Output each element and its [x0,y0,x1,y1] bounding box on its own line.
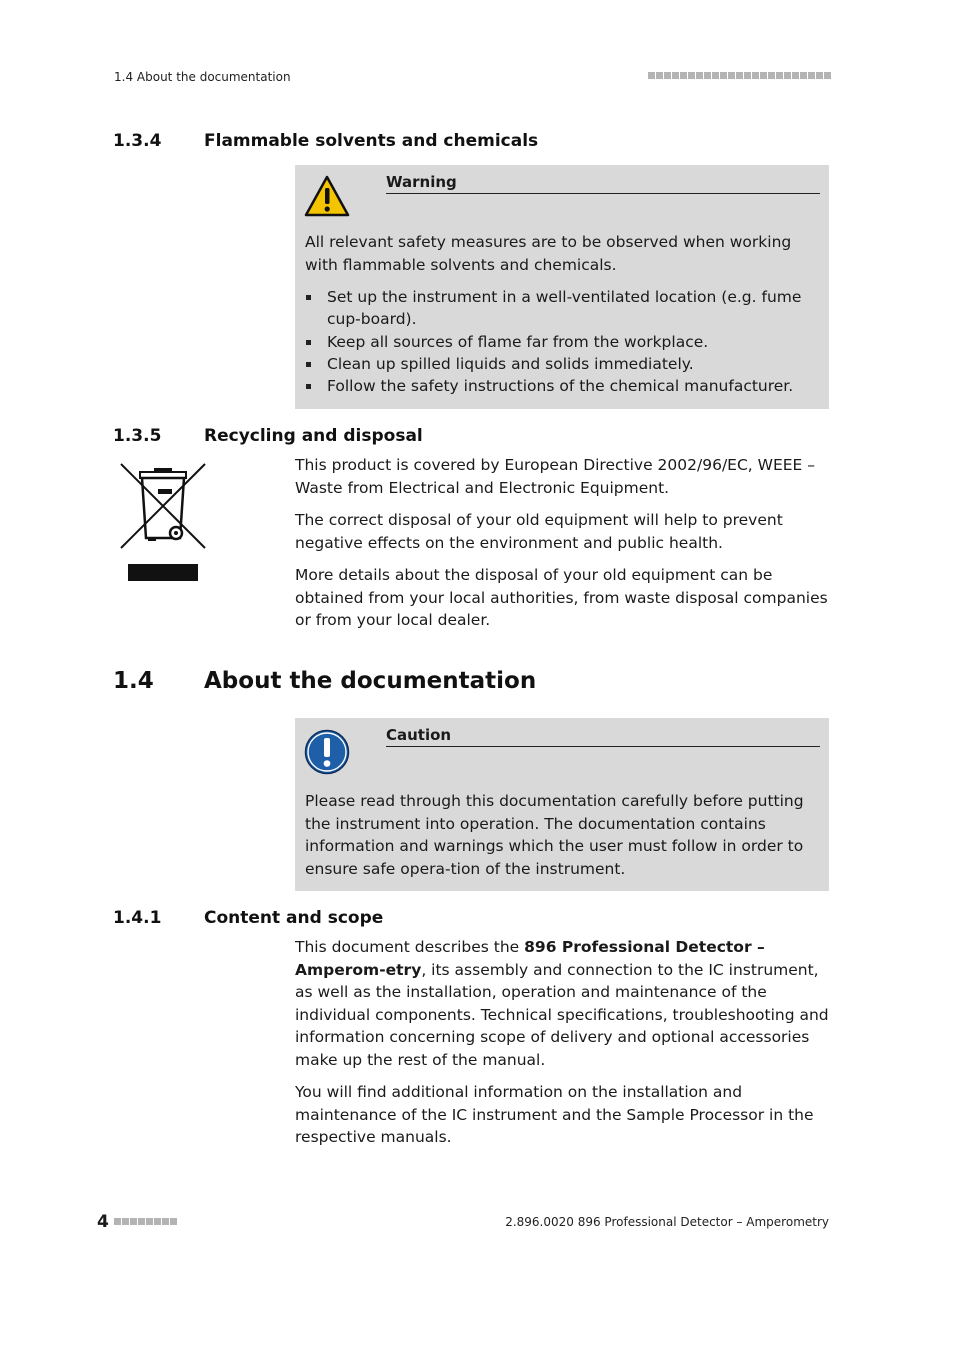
section-title: Recycling and disposal [204,426,423,446]
section-title: Flammable solvents and chemicals [204,131,539,151]
footer-doc-title: 2.896.0020 896 Professional Detector – Amperometry [505,1215,829,1229]
page-number: 4 [97,1212,109,1232]
paragraph: This product is covered by European Directive 2002/96/EC, WEEE – Waste from Electrical and Electronic Equipment. [295,456,816,497]
caution-exclamation-icon [304,729,350,775]
section-number: 1.4 [113,668,154,694]
list-item: Clean up spilled liquids and solids immediately. [305,353,819,375]
footer-decoration [114,1218,177,1225]
caution-box [295,718,829,891]
paragraph: The correct disposal of your old equipment will help to prevent negative effects on the environment and public health. [295,511,783,552]
running-header: 1.4 About the documentation [114,70,291,84]
content-scope-text [295,936,835,1159]
list-item: Set up the instrument in a well-ventilated location (e.g. fume cup-board). [305,286,819,331]
list-item: Keep all sources of flame far from the workplace. [305,331,819,353]
warning-body [305,231,819,397]
paragraph: You will find additional information on the installation and maintenance of the IC instrument and the Sample Processor in the respective manuals. [295,1083,814,1146]
paragraph [295,936,835,1071]
caution-label: Caution [386,726,820,747]
caution-body [305,790,819,880]
product-name: 896 Professional Detector – Amperom-etry [295,938,765,979]
warning-triangle-icon [304,175,350,217]
paragraph: More details about the disposal of your old equipment can be obtained from your local authorities, from waste disposal companies or from your local dealer. [295,566,828,629]
section-heading-1-4-1 [113,908,713,932]
section-number: 1.3.4 [113,131,162,151]
section-title: Content and scope [204,908,384,928]
warning-text: All relevant safety measures are to be observed when working with flammable solvents and chemicals. [305,233,792,274]
warning-bullet-list [305,286,819,397]
section-number: 1.3.5 [113,426,162,446]
section-number: 1.4.1 [113,908,162,928]
section-heading-1-3-5 [113,426,713,450]
caution-text: Please read through this documentation carefully before putting the instrument into operation. The documentation contains information and warnings which the user must follow in order to ensure safe opera-tion of the instrument. [305,792,804,878]
text-run: This document describes the [295,938,525,956]
warning-box [295,165,829,409]
recycling-text [295,454,835,642]
header-decoration [648,72,831,79]
warning-label: Warning [386,173,820,194]
crossed-out-wheelie-bin-icon [118,460,208,584]
section-title: About the documentation [204,668,537,694]
text-run: , its assembly and connection to the IC instrument, as well as the installation, operation and maintenance of the individual components. Technical specifications, troubleshooting and information concerning scope of delivery and optional accessories make up the rest of the manual. [295,960,829,1069]
list-item: Follow the safety instructions of the chemical manufacturer. [305,375,819,397]
chapter-heading-1-4 [113,668,813,700]
section-heading-1-3-4 [113,131,713,155]
